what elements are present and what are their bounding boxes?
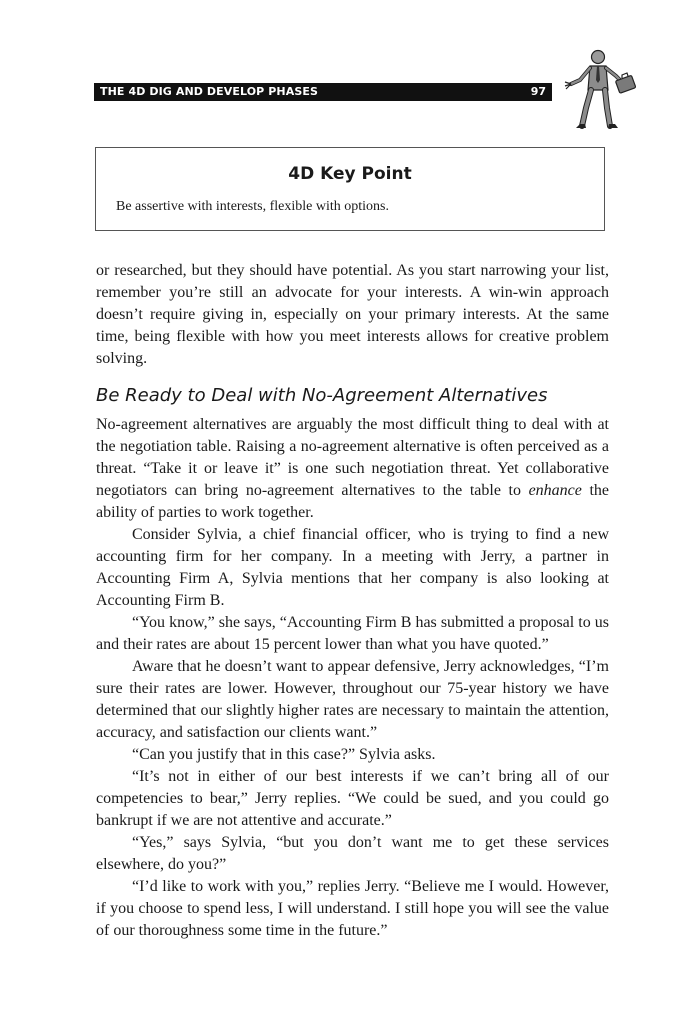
- key-point-text: Be assertive with interests, flexible with options.: [116, 199, 389, 214]
- paragraph: “Yes,” says Sylvia, “but you don’t want me to get these services elsewhere, do you?”: [96, 834, 609, 873]
- running-header: [94, 83, 552, 101]
- paragraph: “Can you justify that in this case?” Sylvia asks.: [132, 746, 436, 763]
- intro-paragraph: [96, 260, 609, 370]
- paragraph: Consider Sylvia, a chief financial officer, who is trying to find a new accounting firm for her company. In a meeting with Jerry, a partner in Accounting Firm A, Sylvia mentions that her company is also looking at Accounting Firm B.: [96, 526, 609, 609]
- paragraph: “It’s not in either of our best interests if we can’t bring all of our competencies to bear,” Jerry replies. “We could be sued, and you could go bankrupt if we are not attentive and accurate.”: [96, 768, 609, 829]
- paragraph: or researched, but they should have potential. As you start narrowing your list, remember you’re still an advocate for your interests. A win-win approach doesn’t require giving in, especially on your primary interests. At the same time, being flexible with how you meet interests allows for creative problem solving.: [96, 262, 609, 367]
- paragraph: Aware that he doesn’t want to appear defensive, Jerry acknowledges, “I’m sure their rates are lower. However, throughout our 75-year history we have determined that our slightly higher rates are necessary to maintain the attention, accuracy, and satisfaction our clients want.”: [96, 658, 609, 741]
- paragraph: “I’d like to work with you,” replies Jerry. “Believe me I would. However, if you choose to spend less, I will understand. I still hope you will see the value of our thoroughness some time in the future.”: [96, 878, 609, 939]
- key-point-title: 4D Key Point: [288, 164, 412, 184]
- businessman-with-briefcase-illustration: [560, 46, 640, 134]
- chapter-title: THE 4D DIG AND DEVELOP PHASES: [100, 85, 319, 98]
- paragraph: “You know,” she says, “Accounting Firm B has submitted a proposal to us and their rates are about 15 percent lower than what you have quoted.”: [96, 614, 609, 653]
- section-body: [96, 414, 609, 942]
- page-number: 97: [530, 85, 546, 98]
- paragraph: No-agreement alternatives are arguably the most difficult thing to deal with at the negotiation table. Raising a no-agreement alternative is often perceived as a threat. “Take it or leave it” is one such negotiation threat. Yet collaborative negotiators can bring no-agreement alternatives to the table to enhance the ability of parties to work together.: [96, 416, 610, 521]
- emphasis: enhance: [528, 482, 582, 499]
- key-point-box: [95, 147, 605, 231]
- section-heading: Be Ready to Deal with No-Agreement Alternatives: [96, 385, 548, 406]
